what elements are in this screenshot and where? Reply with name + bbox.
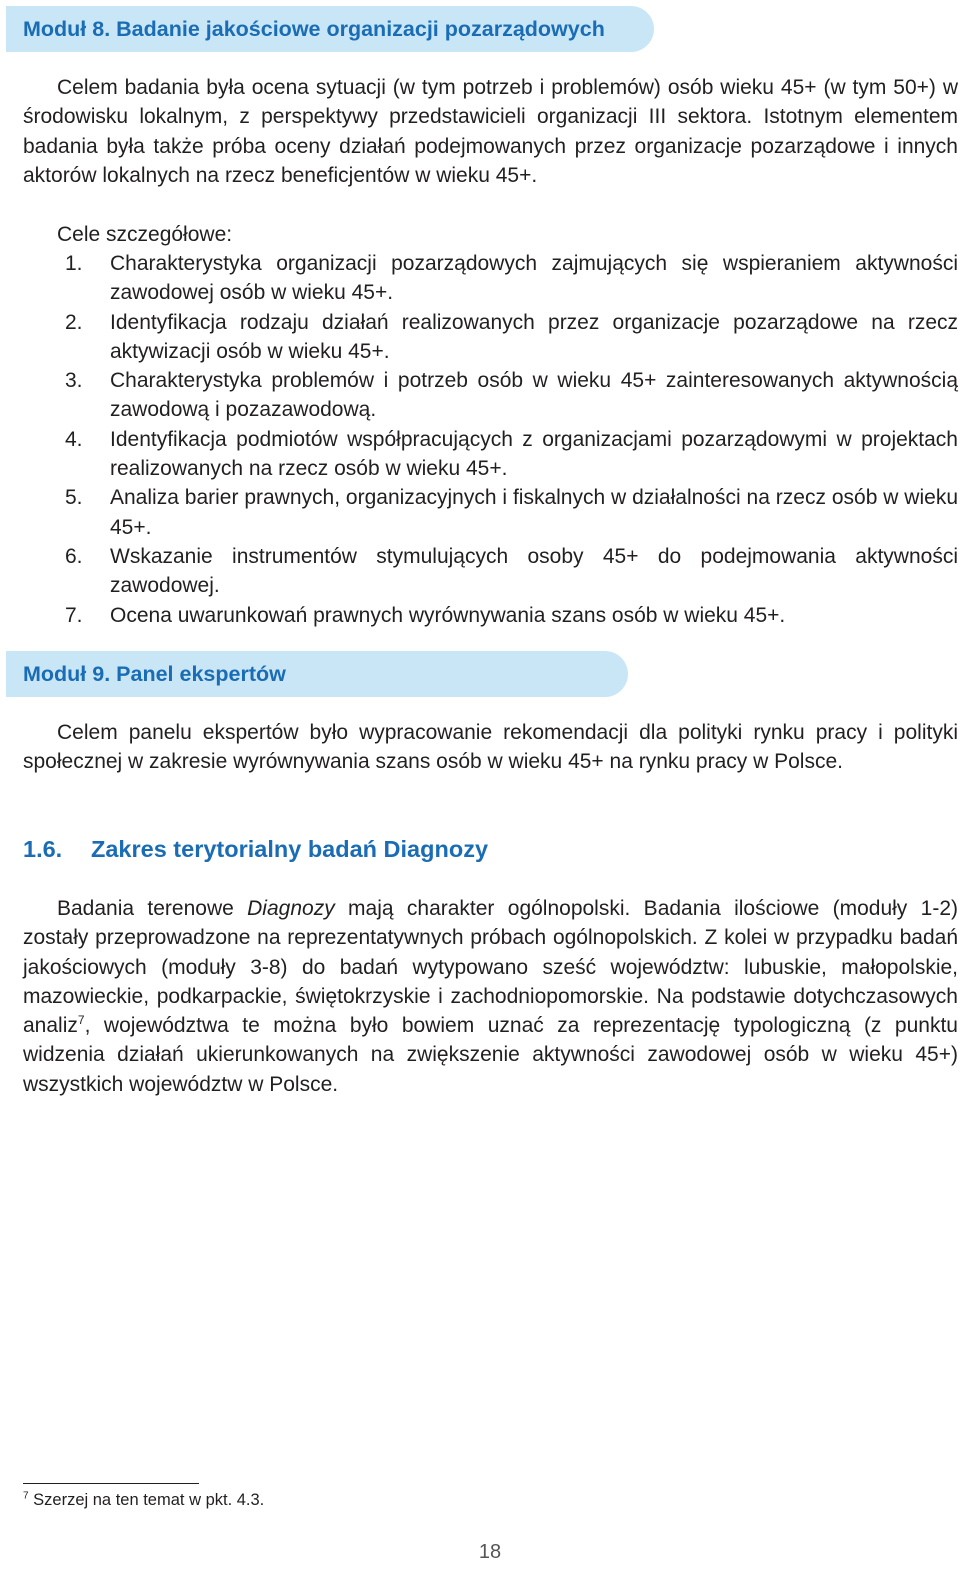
list-item-text: Ocena uwarunkowań prawnych wyrównywania szans osób w wieku 45+. [110, 603, 786, 627]
module-8-paragraph-text: Celem badania była ocena sytuacji (w tym potrzeb i problemów) osób wieku 45+ (w tym 50+) w środowisku lokalnym, z perspektywy przedstawicieli organizacji III sektora. Istotnym elementem badania była także próba oceny działań podejmowanych przez organizacje pozarządowe i innych aktorów lokalnych na rzecz beneficjentów w wieku 45+. [23, 76, 958, 187]
footnote-text: Szerzej na ten temat w pkt. 4.3. [33, 1491, 265, 1509]
list-item-text: Analiza barier prawnych, organizacyjnych i fiskalnych w działalności na rzecz osób w wieku 45+. [110, 486, 958, 539]
footnote-divider [23, 1483, 199, 1484]
module-9-heading [6, 651, 628, 697]
section-paragraph-start: Badania terenowe [57, 897, 248, 920]
list-item [23, 308, 958, 367]
footnote-marker: 7 [23, 1490, 29, 1502]
list-item [23, 249, 958, 308]
module-8-paragraph [23, 73, 958, 190]
goals-label: Cele szczegółowe: [57, 223, 233, 246]
list-item-number: 4. [65, 427, 83, 451]
section-paragraph-italic: Diagnozy [247, 897, 335, 920]
list-item [23, 483, 958, 542]
list-item-text: Charakterystyka problemów i potrzeb osób w wieku 45+ zainteresowanych aktywnością zawodową i pozazawodową. [110, 369, 958, 422]
module-9-paragraph [23, 718, 958, 777]
page-number: 18 [478, 1541, 502, 1563]
section-paragraph-middle: mają charakter ogólnopolski. Badania ilościowe (moduły 1-2) zostały przeprowadzone na reprezentatywnych próbach ogólnopolskich. Z kolei w przypadku badań jakościowych (moduły 3-8) do badań wytypowano sześć województw: lubuskie, małopolskie, mazowieckie, podkarpackie, świętokrzyskie i zachodniopomorskie. Na podstawie dotychczasowych analiz [23, 897, 958, 1038]
list-item-text: Identyfikacja rodzaju działań realizowanych przez organizacje pozarządowe na rzecz aktywizacji osób w wieku 45+. [110, 310, 958, 363]
list-item [23, 542, 958, 601]
list-item-number: 1. [65, 252, 83, 275]
footnote [23, 1489, 264, 1511]
goals-list [23, 249, 958, 630]
list-item-text: Wskazanie instrumentów stymulujących osoby 45+ do podejmowania aktywności zawodowej. [110, 544, 958, 598]
module-8-title: Moduł 8. Badanie jakościowe organizacji pozarządowych [23, 16, 605, 41]
list-item [23, 425, 958, 484]
module-8-heading [6, 6, 654, 52]
list-item-number: 3. [65, 369, 83, 393]
section-paragraph-end: , województwa te można było bowiem uznać za reprezentację typologiczną (z punktu widzenia działań ukierunkowanych na zwiększenie aktywności zawodowej osób w wieku 45+) wszystkich województw w Polsce. [23, 1014, 958, 1096]
section-heading [23, 834, 488, 864]
section-title: Zakres terytorialny badań Diagnozy [91, 836, 489, 862]
list-item [23, 601, 958, 630]
list-item-number: 7. [65, 603, 83, 627]
list-item-number: 2. [65, 310, 83, 334]
list-item-number: 6. [65, 544, 83, 568]
list-item [23, 366, 958, 425]
list-item-text: Identyfikacja podmiotów współpracujących z organizacjami pozarządowymi w projektach realizowanych na rzecz osób w wieku 45+. [110, 427, 958, 481]
footnote-reference[interactable]: 7 [77, 1013, 85, 1028]
module-9-title: Moduł 9. Panel ekspertów [23, 661, 286, 686]
section-paragraph [23, 894, 958, 1099]
section-number: 1.6. [23, 836, 63, 862]
list-item-number: 5. [65, 486, 83, 510]
list-item-text: Charakterystyka organizacji pozarządowych zajmujących się wspieraniem aktywności zawodowej osób w wieku 45+. [110, 252, 958, 305]
module-9-paragraph-text: Celem panelu ekspertów było wypracowanie rekomendacji dla polityki rynku pracy i polityki społecznej w zakresie wyrównywania szans osób w wieku 45+ na rynku pracy w Polsce. [23, 721, 958, 774]
